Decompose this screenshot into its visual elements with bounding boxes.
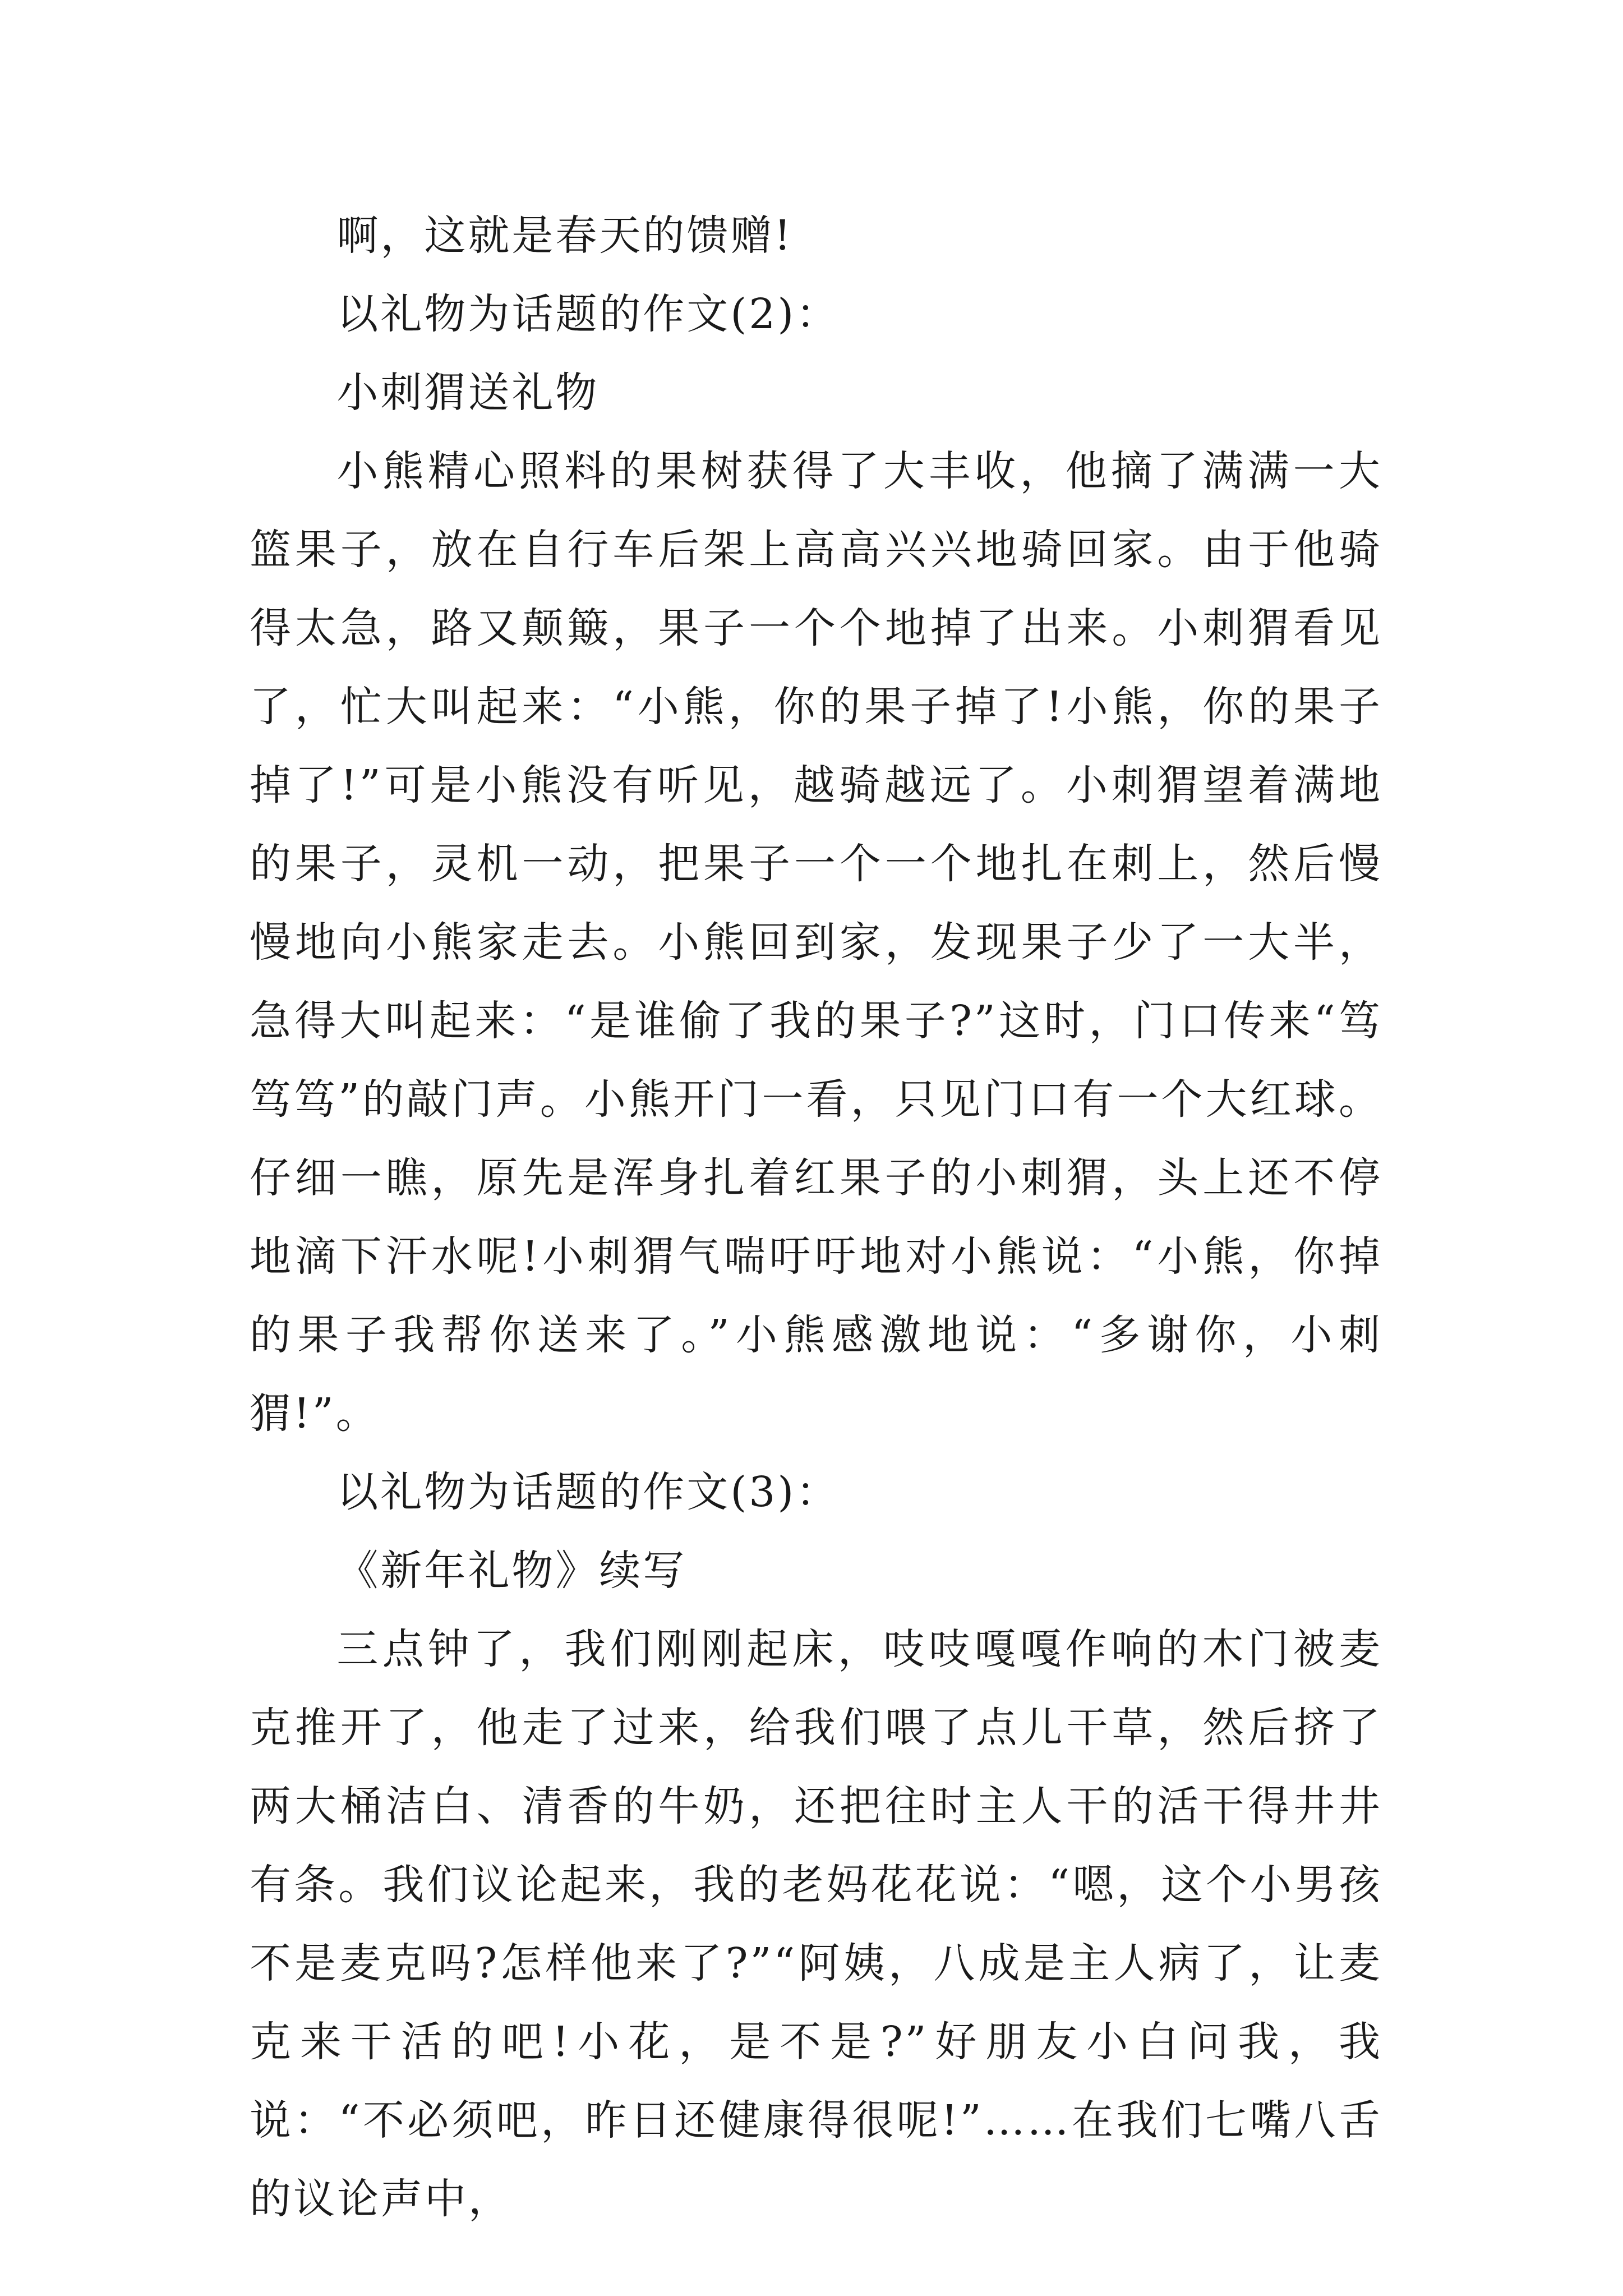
document-body xyxy=(250,196,1382,2238)
essay-3-body: 三点钟了，我们刚刚起床，吱吱嘎嘎作响的木门被麦克推开了，他走了过来，给我们喂了点儿干草，然后挤了两大桶洁白、清香的牛奶，还把往时主人干的活干得井井有条。我们议论起来，我的老妈花花说：“嗯，这个小男孩不是麦克吗?怎样他来了?”“阿姨，八成是主人病了，让麦克来干活的吧!小花，是不是?”好朋友小白问我，我说：“不必须吧，昨日还健康得很呢!”……在我们七嘴八舌的议论声中， xyxy=(250,1625,1382,2223)
essay-3-heading: 以礼物为话题的作文(3)： xyxy=(336,1468,840,1516)
closing-line: 啊，这就是春天的馈赠! xyxy=(336,211,794,260)
essay-2-heading: 以礼物为话题的作文(2)： xyxy=(336,290,840,338)
essay-3-title: 《新年礼物》续写 xyxy=(336,1547,687,1595)
essay-2-body: 小熊精心照料的果树获得了大丰收，他摘了满满一大篮果子，放在自行车后架上高高兴兴地骑回家。由于他骑得太急，路又颠簸，果子一个个地掉了出来。小刺猬看见了，忙大叫起来：“小熊，你的果子掉了!小熊，你的果子掉了!”可是小熊没有听见，越骑越远了。小刺猬望着满地的果子，灵机一动，把果子一个一个地扎在刺上，然后慢慢地向小熊家走去。小熊回到家，发现果子少了一大半，急得大叫起来：“是谁偷了我的果子?”这时，门口传来“笃笃笃”的敲门声。小熊开门一看，只见门口有一个大红球。仔细一瞧，原先是浑身扎着红果子的小刺猬，头上还不停地滴下汗水呢!小刺猬气喘吁吁地对小熊说：“小熊，你掉的果子我帮你送来了。”小熊感激地说：“多谢你，小刺猬!”。 xyxy=(250,447,1382,1438)
essay-2-title: 小刺猬送礼物 xyxy=(336,369,600,417)
